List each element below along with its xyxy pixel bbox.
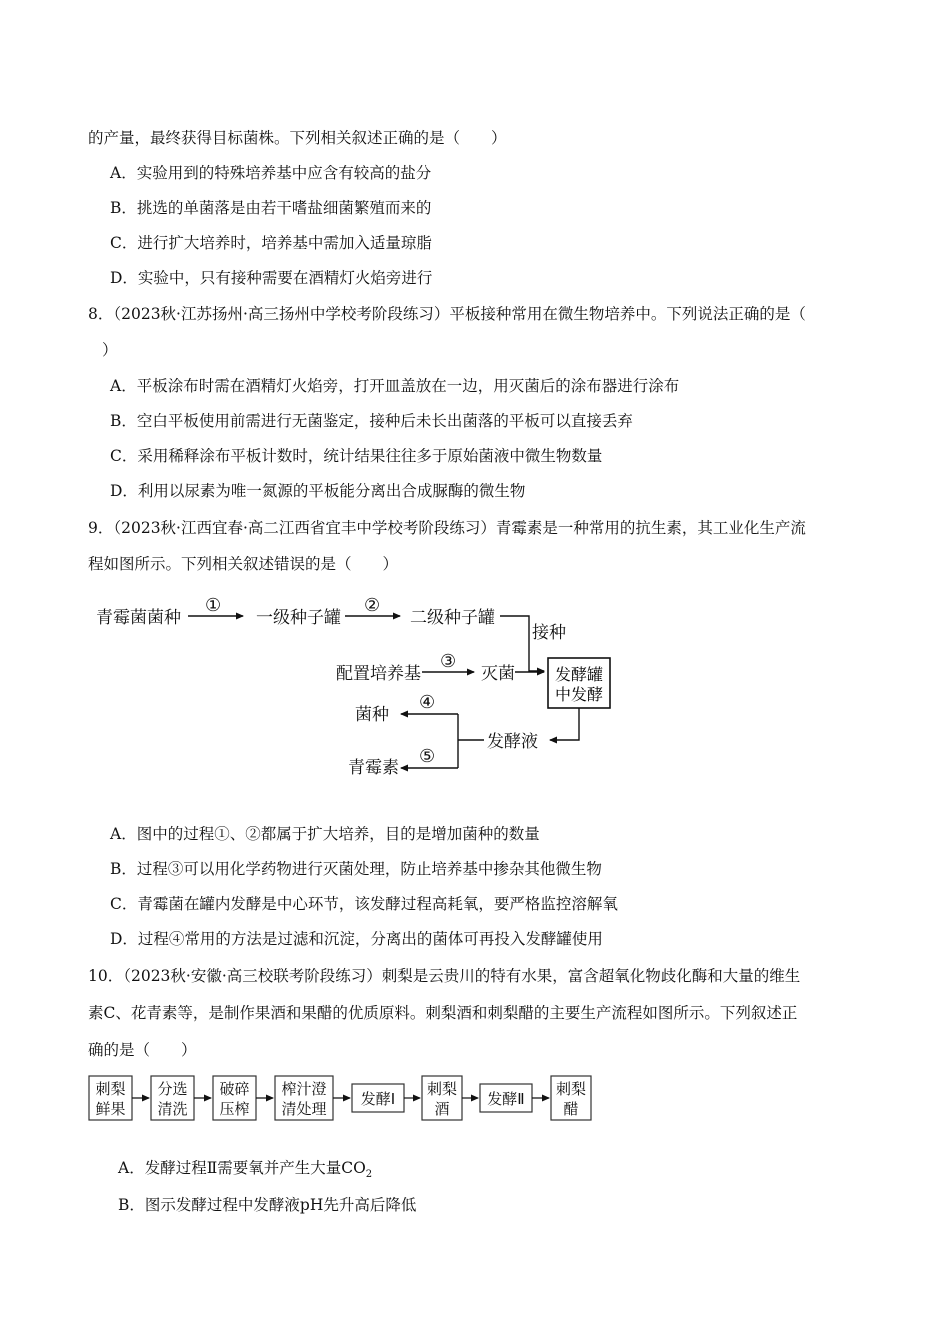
sterilize-label: 灭菌 (481, 664, 515, 684)
q10-option-b: B．图示发酵过程中发酵液pH先升高后降低 (118, 1196, 417, 1214)
flow-label: 压榨 (219, 1100, 250, 1118)
cili-production-flow (0, 1070, 950, 1130)
q9-stem-line2: 程如图所示。下列相关叙述错误的是（ ） (88, 555, 399, 573)
q10-option-a (118, 1158, 372, 1185)
q8-stem-line1: 8．（2023秋·江苏扬州·高三扬州中学校考阶段练习）平板接种常用在微生物培养中。下列说法正确的是（ (88, 305, 806, 323)
q9-stem-line1: 9．（2023秋·江西宜春·高二江西省宜丰中学校考阶段练习）青霉素是一种常用的抗生素，其工业化生产流 (88, 519, 806, 537)
flow-label: 发酵Ⅱ (487, 1090, 525, 1108)
q8-option-a: A．平板涂布时需在酒精灯火焰旁，打开皿盖放在一边，用灭菌后的涂布器进行涂布 (110, 377, 680, 395)
q8-option-d: D．利用以尿素为唯一氮源的平板能分离出合成脲酶的微生物 (110, 482, 526, 500)
q10-stem-line1: 10．（2023秋·安徽·高三校联考阶段练习）刺梨是云贵川的特有水果，富含超氧化物歧化酶和大量的维生 (88, 967, 801, 985)
flow-label: 刺梨 (426, 1080, 458, 1098)
flow-label: 破碎 (219, 1080, 250, 1098)
q7-option-a: A．实验用到的特殊培养基中应含有较高的盐分 (110, 164, 432, 182)
strain-label: 青霉菌菌种 (96, 608, 181, 628)
q8-option-c: C．采用稀释涂布平板计数时，统计结果往往多于原始菌液中微生物数量 (110, 447, 603, 465)
step-4-marker: ④ (419, 692, 436, 713)
step-5-marker: ⑤ (419, 746, 436, 767)
flow-label: 刺梨 (95, 1080, 126, 1098)
q10-stem-line3: 确的是（ ） (88, 1041, 197, 1059)
flow-label: 清洗 (157, 1100, 188, 1118)
q7-option-c: C．进行扩大培养时，培养基中需加入适量琼脂 (110, 234, 432, 252)
step-2-marker: ② (364, 595, 381, 616)
q8-stem-line2: ） (102, 341, 118, 359)
flow-label: 发酵Ⅰ (360, 1090, 396, 1108)
q9-option-d: D．过程④常用的方法是过滤和沉淀，分离出的菌体可再投入发酵罐使用 (110, 930, 603, 948)
q9-option-c: C．青霉菌在罐内发酵是中心环节，该发酵过程高耗氧，要严格监控溶解氧 (110, 895, 618, 913)
q7-option-d: D．实验中，只有接种需要在酒精灯火焰旁进行 (110, 269, 433, 287)
q7-option-b: B．挑选的单菌落是由若干嗜盐细菌繁殖而来的 (110, 199, 432, 217)
q9-option-b: B．过程③可以用化学药物进行灭菌处理，防止培养基中掺杂其他微生物 (110, 860, 602, 878)
flow-label: 鲜果 (95, 1100, 126, 1118)
q10-stem-line2: 素C、花青素等，是制作果酒和果醋的优质原料。刺梨酒和刺梨醋的主要生产流程如图所示。下列叙述正 (88, 1004, 798, 1022)
broth-label: 发酵液 (487, 732, 538, 752)
step-1-marker: ① (205, 595, 222, 616)
q8-option-b: B．空白平板使用前需进行无菌鉴定，接种后未长出菌落的平板可以直接丢弃 (110, 412, 633, 430)
output-penicillin-label: 青霉素 (348, 758, 399, 778)
q9-option-a: A．图中的过程①、②都属于扩大培养，目的是增加菌种的数量 (110, 825, 540, 843)
flow-label: 清处理 (281, 1100, 327, 1118)
output-strain-label: 菌种 (355, 705, 389, 725)
seed-tank-1-label: 一级种子罐 (256, 608, 341, 628)
inoculate-label: 接种 (532, 623, 566, 643)
flow-label: 刺梨 (555, 1080, 587, 1098)
fermenter-label-line2: 中发酵 (554, 685, 604, 704)
arrow-to-broth (550, 708, 579, 740)
flow-label: 酒 (434, 1100, 450, 1118)
flow-label: 分选 (157, 1080, 188, 1098)
flow-label: 醋 (563, 1100, 579, 1118)
q10-option-a-text: A．发酵过程Ⅱ需要氧并产生大量CO (118, 1159, 366, 1177)
flow-label: 榨汁澄 (281, 1080, 327, 1098)
fermenter-label-line1: 发酵罐 (554, 665, 604, 684)
medium-label: 配置培养基 (336, 664, 421, 684)
q10-option-a-subscript: 2 (365, 1169, 373, 1181)
seed-tank-2-label: 二级种子罐 (410, 608, 495, 628)
q7-stem: 的产量，最终获得目标菌株。下列相关叙述正确的是（ ） (88, 129, 507, 147)
step-3-marker: ③ (440, 651, 457, 672)
